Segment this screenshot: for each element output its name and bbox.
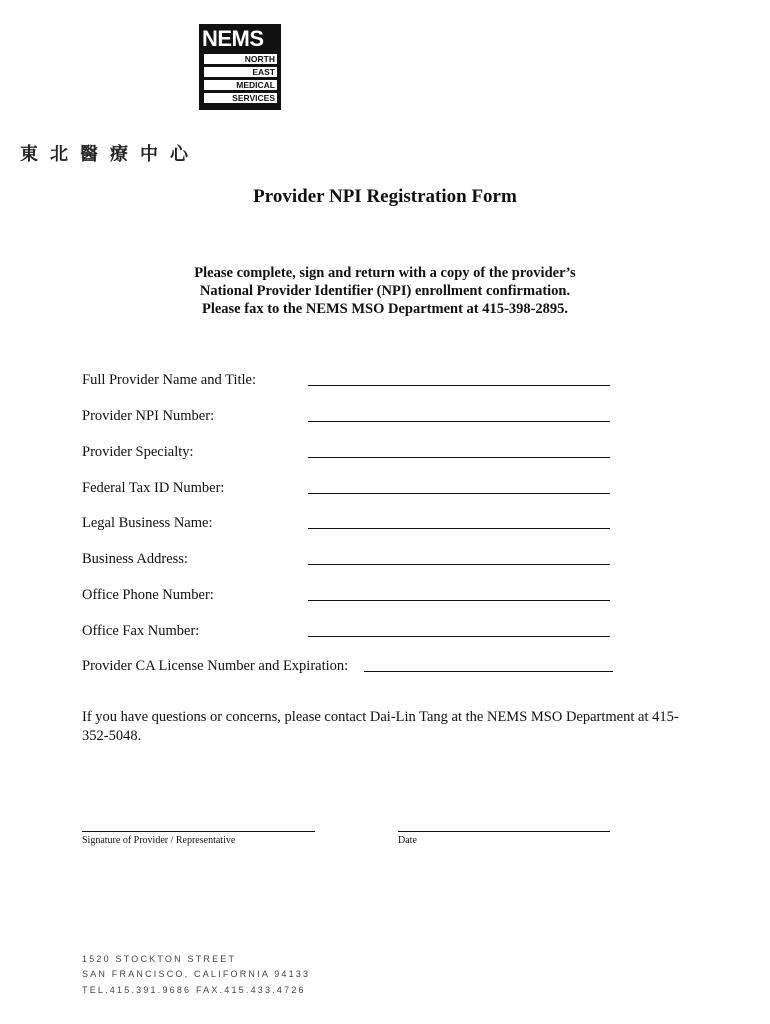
field-line-ca-license[interactable]: [364, 671, 613, 672]
field-label-office-fax: Office Fax Number:: [82, 623, 200, 639]
page-title: Provider NPI Registration Form: [253, 186, 517, 207]
logo-line-medical: MEDICAL: [204, 80, 277, 90]
field-line-tax-id[interactable]: [308, 493, 610, 494]
field-line-office-fax[interactable]: [308, 636, 610, 637]
field-label-full-name: Full Provider Name and Title:: [82, 372, 256, 388]
date-line[interactable]: [398, 831, 610, 832]
logo-brand: NEMS: [202, 26, 264, 51]
address-street: 1520 STOCKTON STREET: [82, 954, 237, 964]
field-label-tax-id: Federal Tax ID Number:: [82, 480, 225, 496]
field-line-full-name[interactable]: [308, 385, 610, 386]
field-label-npi-number: Provider NPI Number:: [82, 408, 215, 424]
field-line-specialty[interactable]: [308, 457, 610, 458]
field-label-business-address: Business Address:: [82, 551, 188, 567]
field-label-office-phone: Office Phone Number:: [82, 587, 214, 603]
logo-line-north: NORTH: [204, 54, 277, 64]
address-city: SAN FRANCISCO, CALIFORNIA 94133: [82, 969, 311, 979]
field-line-npi-number[interactable]: [308, 421, 610, 422]
nems-logo: [199, 24, 281, 110]
address-phone-fax: TEL.415.391.9686 FAX.415.433.4726: [82, 985, 306, 995]
field-line-office-phone[interactable]: [308, 600, 610, 601]
field-line-legal-business-name[interactable]: [308, 528, 610, 529]
instruction-line-1: Please complete, sign and return with a copy of the provider’s: [194, 265, 576, 281]
logo-line-services: SERVICES: [204, 93, 277, 103]
logo-line-east: EAST: [204, 67, 277, 77]
instruction-line-3: Please fax to the NEMS MSO Department at 415-398-2895.: [201, 301, 569, 317]
field-label-legal-business-name: Legal Business Name:: [82, 515, 213, 531]
instruction-line-2: National Provider Identifier (NPI) enrollment confirmation.: [199, 283, 571, 299]
signature-caption: Signature of Provider / Representative: [82, 835, 236, 846]
signature-line[interactable]: [82, 831, 315, 832]
chinese-organization-name: 東北醫療中心: [20, 144, 200, 165]
field-line-business-address[interactable]: [308, 564, 610, 565]
contact-paragraph: If you have questions or concerns, please contact Dai-Lin Tang at the NEMS MSO Department at 415-352-5048.: [82, 709, 679, 744]
date-caption: Date: [398, 835, 417, 846]
field-label-specialty: Provider Specialty:: [82, 444, 194, 460]
field-label-ca-license: Provider CA License Number and Expiration:: [82, 658, 349, 674]
